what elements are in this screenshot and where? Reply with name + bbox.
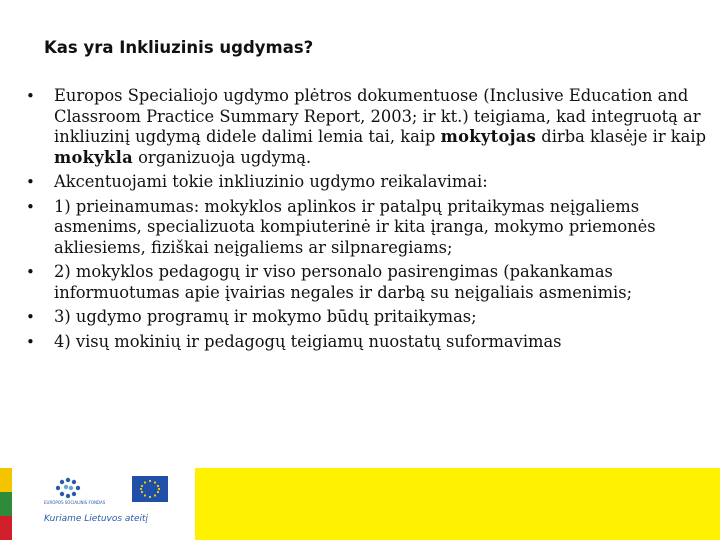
flag-stripes: [0, 468, 12, 540]
bullet-item: [26, 307, 706, 328]
bullet-dot-icon: •: [26, 173, 35, 191]
esf-logo-text: EUROPOS SOCIALINIS FONDAS: [44, 500, 106, 505]
bullet-text: 4) visų mokinių ir pedagogų teigiamų nuostatų suformavimas: [54, 331, 562, 351]
bullet-dot-icon: •: [26, 87, 35, 105]
flag-stripe-yellow: [0, 468, 12, 492]
bullet-item: [26, 172, 706, 193]
slogan-text: Kuriame Lietuvos ateitį: [44, 514, 149, 524]
flag-stripe-red: [0, 516, 12, 540]
funding-logo: [36, 470, 176, 528]
bullet-dot-icon: •: [26, 263, 35, 281]
bullet-emphasis: mokytojas: [440, 127, 537, 146]
bullet-dot-icon: •: [26, 308, 35, 326]
bullet-text: 3) ugdymo programų ir mokymo būdų pritaikymas;: [54, 307, 477, 326]
bullet-text: 2) mokyklos pedagogų ir viso personalo pasirengimas (pakankamas informuotumas apie įvairias negales ir darbą su neįgaliais asmenimis;: [54, 262, 633, 302]
bullet-emphasis: mokykla: [54, 147, 133, 167]
bullet-item: [26, 262, 706, 303]
slide-title: Kas yra Inkliuzinis ugdymas?: [44, 38, 314, 57]
flag-stripe-green: [0, 492, 12, 516]
bullet-dot-icon: •: [26, 197, 35, 216]
bullet-text: Akcentuojami tokie inkliuzinio ugdymo reikalavimai:: [54, 172, 488, 191]
bullet-text: Europos Specialiojo ugdymo plėtros dokumentuose (Inclusive Education and Classroom Practice Summary Report, 2003; ir kt.) teigiama, kad integruotą ar inkliuzinį ugdymą didele dalimi lemia tai, kaip: [54, 86, 701, 146]
bullet-dot-icon: •: [26, 332, 35, 351]
bullet-list: [26, 86, 706, 356]
esf-logo-graphic: [36, 470, 176, 514]
bullet-text: dirba klasėje ir kaip: [536, 127, 706, 146]
bullet-item: [26, 197, 706, 259]
bullet-item: [26, 86, 706, 168]
bullet-item: [26, 332, 706, 353]
footer-yellow-bar: [195, 468, 720, 540]
bullet-text: organizuoja ugdymą.: [132, 147, 312, 167]
bullet-text: 1) prieinamumas: mokyklos aplinkos ir patalpų pritaikymas neįgaliems asmenims, specializuota kompiuterinė ir kita įranga, mokymo priemonės akliesiems, fiziškai neįgaliems ar silpnaregiams;: [54, 196, 656, 257]
